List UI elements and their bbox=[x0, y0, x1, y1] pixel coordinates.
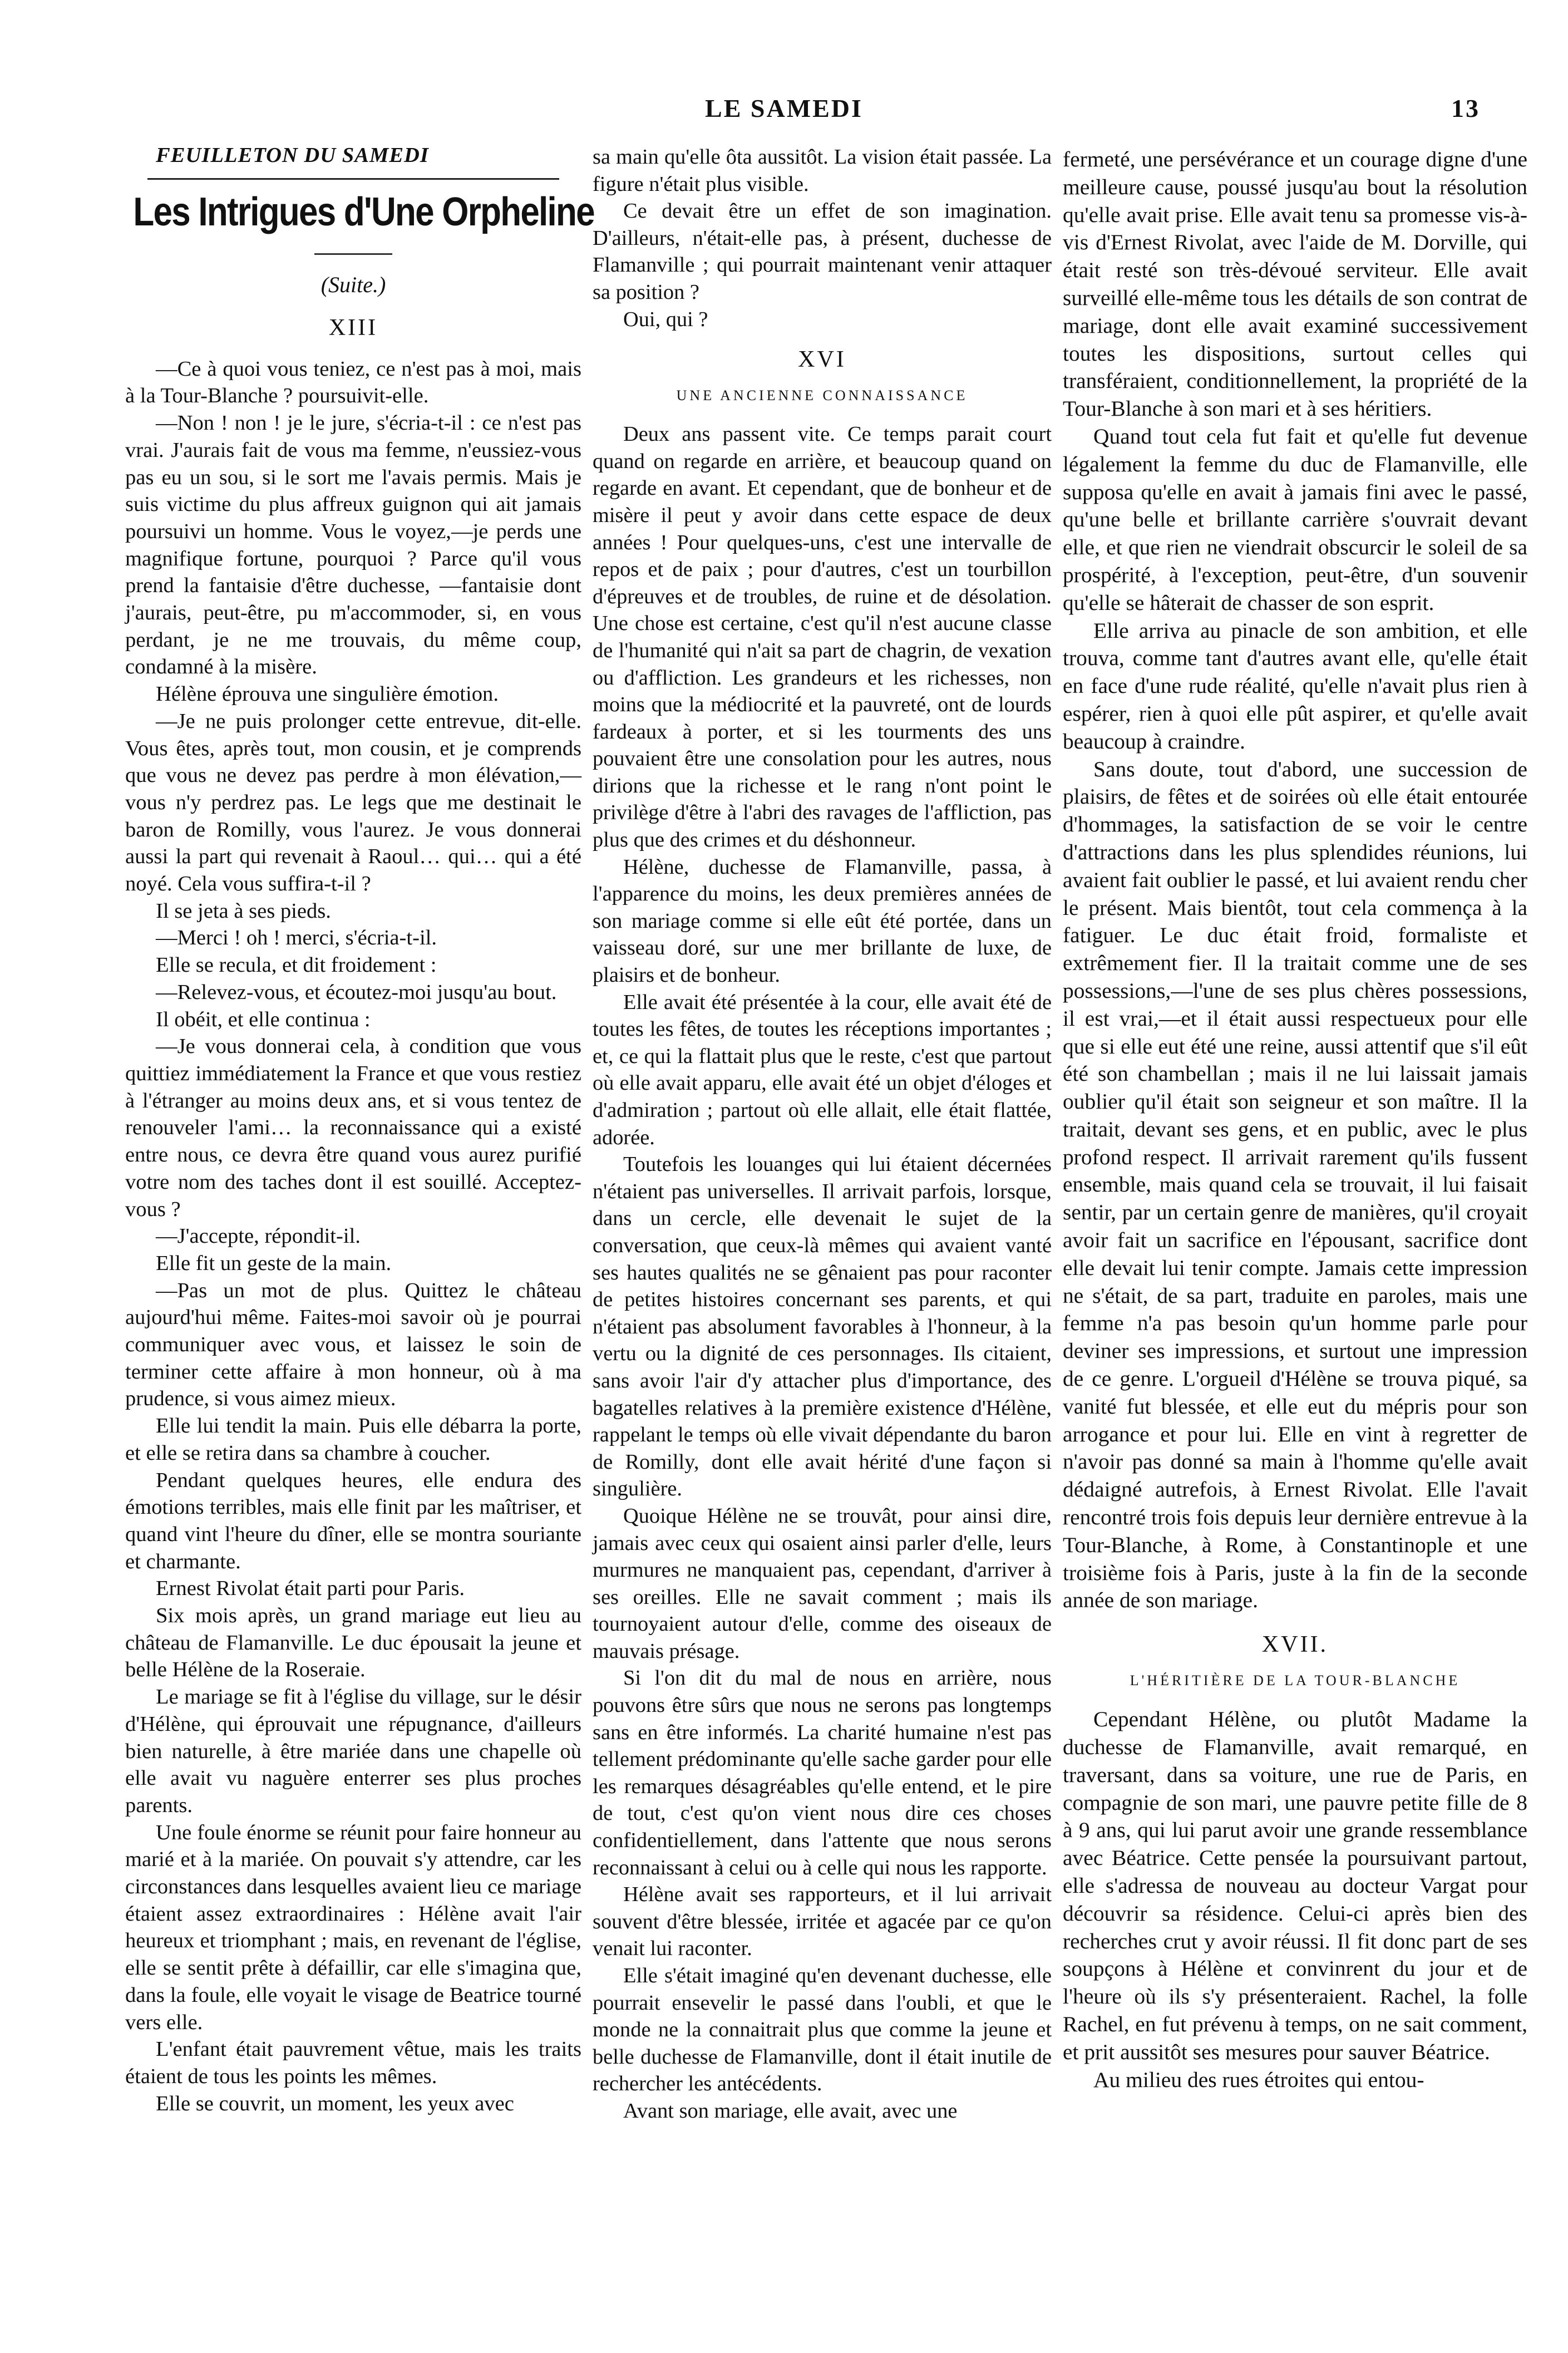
paragraph: Hélène, duchesse de Flamanville, passa, à l'apparence du moins, les deux premières années de son mariage comme si elle eût été portée, dans un vaisseau doré, sur une mer brillante de luxe, de plaisirs et de bonheur. bbox=[593, 855, 1052, 987]
paragraph: Elle lui tendit la main. Puis elle débarra la porte, et elle se retira dans sa chambre à coucher. bbox=[125, 1414, 581, 1465]
paragraph: Elle se couvrit, un moment, les yeux avec bbox=[156, 2091, 514, 2115]
paragraph: —Ce à quoi vous teniez, ce n'est pas à moi, mais à la Tour-Blanche ? poursuivit-elle. bbox=[125, 357, 581, 408]
paragraph: Elle arriva au pinacle de son ambition, et elle trouva, comme tant d'autres avant elle, qu'elle était en face d'une rude réalité, qu'elle n'avait plus rien à espérer, rien à quoi elle pût aspirer, et qu'elle avait beaucoup à craindre. bbox=[1063, 618, 1527, 754]
paragraph: Avant son mariage, elle avait, avec une bbox=[623, 2099, 958, 2123]
paragraph: Il obéit, et elle continua : bbox=[156, 1007, 371, 1031]
column-3 bbox=[1063, 146, 1527, 2094]
column-3-text bbox=[1063, 1706, 1527, 2094]
chapter-subtitle: UNE ANCIENNE CONNAISSANCE bbox=[676, 387, 968, 404]
paragraph: Deux ans passent vite. Ce temps parait court quand on regarde en arrière, et beaucoup quand on regarde en avant. Et cependant, que de bonheur et de misère il peut y avoir dans cette espace de deux années ! Pour quelques-uns, c'est une intervalle de repos et de paix ; pour d'autres, c'est un tourbillon d'épreuves et de troubles, de ruine et de désolation. Une chose est certaine, c'est qu'il n'est aucune classe de l'humanité qui n'ait sa part de chagrin, de vexation ou d'affliction. Les grandeurs et les richesses, non moins que la médiocrité et la pauvreté, ont de lourds fardeaux à porter, et si les tourments des uns pouvaient être une consolation pour les autres, nous dirions que la richesse et le rang n'ont point le privilège d'être à l'abri des ravages de l'affliction, pas plus que des crimes et du déshonneur. bbox=[593, 422, 1052, 852]
paragraph: Six mois après, un grand mariage eut lieu au château de Flamanville. Le duc épousait la jeune et belle Hélène de la Roseraie. bbox=[125, 1604, 581, 1682]
paragraph: Pendant quelques heures, elle endura des émotions terribles, mais elle finit par les maîtriser, et quand vint l'heure du dîner, elle se montra souriante et charmante. bbox=[125, 1468, 581, 1573]
chapter-subtitle: L'HÉRITIÈRE DE LA TOUR-BLANCHE bbox=[1130, 1672, 1461, 1689]
chapter-heading: XVI bbox=[798, 347, 846, 373]
paragraph: Le mariage se fit à l'église du village, sur le désir d'Hélène, qui éprouvait une répugnance, d'ailleurs bien naturelle, à être mariée dans une chapelle où elle avait vu naguère enterrer ses plus proches parents. bbox=[125, 1685, 581, 1817]
column-3-text-top bbox=[1063, 146, 1527, 1614]
paragraph: sa main qu'elle ôta aussitôt. La vision était passée. La figure n'était plus visible. bbox=[593, 145, 1052, 196]
paragraph: Elle avait été présentée à la cour, elle avait été de toutes les fêtes, de toutes les réceptions importantes ; et, ce qui la flattait plus que le reste, c'est que partout où elle avait apparu, elle avait été un objet d'éloges et d'admiration ; partout où elle allait, elle était flattée, adorée. bbox=[593, 990, 1052, 1149]
paragraph: Ernest Rivolat était parti pour Paris. bbox=[156, 1577, 465, 1601]
suite-label: (Suite.) bbox=[320, 272, 386, 297]
chapter-heading: XVII. bbox=[1261, 1632, 1329, 1658]
feuilleton-kicker: FEUILLETON DU SAMEDI bbox=[156, 144, 429, 167]
paragraph: Elle fit un geste de la main. bbox=[156, 1251, 392, 1275]
paragraph: Ce devait être un effet de son imagination. D'ailleurs, n'était-elle pas, à présent, duchesse de Flamanville ; qui pourrait maintenant venir attaquer sa position ? bbox=[593, 199, 1052, 304]
column-2 bbox=[593, 144, 1052, 2125]
paragraph: —Non ! non ! je le jure, s'écria-t-il : ce n'est pas vrai. J'aurais fait de vous ma femme, n'eussiez-vous pas eu un sou, si le sort me l'avais permis. Mais je suis victime du plus affreux guignon qui ait jamais poursuivi un homme. Vous le voyez,—je perds une magnifique fortune, pourquoi ? Parce qu'il vous prend la fantaisie d'être duchesse, —fantaisie dont j'aurais, peut-être, pu m'accommoder, si, en vous perdant, je ne me trouvais, du même coup, condamné à la misère. bbox=[125, 411, 581, 679]
paragraph: Quand tout cela fut fait et qu'elle fut devenue légalement la femme du duc de Flamanville, elle supposa qu'elle en avait à jamais fini avec le passé, qu'une belle et brillante carrière s'ouvrait devant elle, et que rien ne viendrait obscurcir le soleil de sa prospérité, à l'exception, peut-être, d'un souvenir qu'elle se hâterait de chasser de son esprit. bbox=[1063, 424, 1527, 615]
paragraph: Hélène éprouva une singulière émotion. bbox=[156, 682, 499, 706]
paragraph: Toutefois les louanges qui lui étaient décernées n'étaient pas universelles. Il arrivait parfois, lorsque, dans un cercle, elle devenait le sujet de la conversation, que ceux-là mêmes qui avaient vanté ses hautes qualités ne se gênaient pas pour raconter de petites histoires concernant ses parents, et qui n'étaient pas absolument favorables à l'honneur, à la vertu ou la dignité de ces personnages. Ils citaient, sans avoir l'air d'y attacher plus d'importance, des bagatelles relatives à la première existence d'Hélène, rappelant le temps où elle vivait dépendante du baron de Romilly, dont elle avait hérité d'une façon si singulière. bbox=[593, 1153, 1052, 1501]
paragraph: fermeté, une persévérance et un courage digne d'une meilleure cause, poussé jusqu'au bout la résolution qu'elle avait prise. Elle avait tenu sa promesse vis-à-vis d'Ernest Rivolat, avec l'aide de M. Dorville, qui était resté son très-dévoué serviteur. Elle avait surveillé elle-même tous les détails de son contrat de mariage, dont elle avait examiné successivement toutes les dispositions, surtout celles qui transféraient, conditionnellement, la propriété de la Tour-Blanche à son mari et à ses héritiers. bbox=[1063, 147, 1527, 421]
paragraph: Oui, qui ? bbox=[623, 307, 708, 331]
paragraph: Sans doute, tout d'abord, une succession de plaisirs, de fêtes et de soirées où elle était entourée d'hommages, la satisfaction de se voir le centre d'attractions dans les plus splendides réunions, lui avaient fait oublier le passé, et lui avaient rendu cher le présent. Mais bientôt, tout cela commença à la fatiguer. Le duc était froid, formaliste et extrêmement fier. Il la traitait comme une de ses possessions,—l'une de ses plus chères possessions, il est vrai,—et il était aussi respectueux pour elle que si elle eut été une reine, aussi attentif que s'il eût été son chambellan ; mais il ne lui laissait jamais oublier qu'il était son seigneur et son maître. Il la traitait, devant ses gens, et en public, avec le plus profond respect. Il arrivait rarement qu'ils fussent ensemble, mais quand cela se trouvait, il lui faisait sentir, par un certain genre de manières, qu'il croyait avoir fait un sacrifice en l'épousant, sacrifice dont elle devait lui tenir compte. Jamais cette impression ne s'était, de sa part, traduite en paroles, mais une femme n'a pas besoin qu'un homme parle pour deviner ses impressions, et surtout une impression de ce genre. L'orgueil d'Hélène se trouva piqué, sa vanité fut blessée, et elle eut du mépris pour son arrogance et pour lui. Elle en vint à regretter de n'avoir pas donné sa main à l'homme qu'elle avait dédaigné autrefois, à Ernest Rivolat. Elle l'avait rencontré trois fois depuis leur dernière entrevue à la Tour-Blanche, à Rome, à Constantinople et une troisième fois à Paris, juste à la fin de la seconde année de son mariage. bbox=[1063, 756, 1527, 1613]
kicker-rule bbox=[147, 178, 559, 180]
column-2-text bbox=[593, 421, 1052, 2124]
story-title: Les Intrigues d'Une Orpheline bbox=[133, 189, 594, 234]
column-2-text-top bbox=[593, 144, 1052, 333]
page-number: 13 bbox=[1451, 94, 1480, 122]
paragraph: Une foule énorme se réunit pour faire honneur au marié et à la mariée. On pouvait s'y attendre, car les circonstances dans lesquelles avaient lieu ce mariage étaient assez extraordinaires : Hélène avait l'air heureux et triomphant ; mais, en revenant de l'église, elle se sentit prête à défaillir, car elle s'imagina que, dans la foule, elle voyait le visage de Beatrice tourné vers elle. bbox=[125, 1820, 581, 2034]
title-rule bbox=[314, 253, 392, 255]
paragraph: L'enfant était pauvrement vêtue, mais les traits étaient de tous les points les mêmes. bbox=[125, 2037, 581, 2088]
chapter-heading: XIII bbox=[328, 314, 378, 341]
paragraph: —Je vous donnerai cela, à condition que vous quittiez immédiatement la France et que vous restiez à l'étranger au moins deux ans, et si vous tentez de renouveler l'ami… la reconnaissance qui a existé entre nous, ce devra être quand vous aurez purifié votre nom des taches dont il est souillé. Acceptez-vous ? bbox=[125, 1035, 581, 1221]
paragraph: Elle s'était imaginé qu'en devenant duchesse, elle pourrait ensevelir le passé dans l'oubli, et que le monde ne la connaitrait plus que comme la jeune et belle duchesse de Flamanville, dont il était inutile de rechercher les antécédents. bbox=[593, 1964, 1052, 2096]
paragraph: —J'accepte, répondit-il. bbox=[156, 1224, 361, 1248]
paragraph: —Merci ! oh ! merci, s'écria-t-il. bbox=[156, 926, 437, 950]
paragraph: Elle se recula, et dit froidement : bbox=[156, 953, 437, 977]
paragraph: Si l'on dit du mal de nous en arrière, nous pouvons être sûrs que nous ne serons pas longtemps sans en être informés. La charité humaine n'est pas tellement prédominante qu'elle sache garder pour elle les remarques désagréables qu'elle entend, et le pire de tout, c'est qu'on vient nous dire ces choses confidentiellement, dans l'attente que nous serons reconnaissant à celui ou à celle qui nous les rapporte. bbox=[593, 1666, 1052, 1879]
paragraph: —Pas un mot de plus. Quittez le château aujourd'hui même. Faites-moi savoir où je pourrai communiquer avec vous, et laissez le soin de terminer cette affaire à mon honneur, où à ma prudence, si vous aimez mieux. bbox=[125, 1278, 581, 1411]
column-1 bbox=[125, 142, 594, 2117]
paragraph: Au milieu des rues étroites qui entou- bbox=[1093, 2067, 1424, 2092]
paragraph: Cependant Hélène, ou plutôt Madame la duchesse de Flamanville, avait remarqué, en traversant, dans sa voiture, une rue de Paris, en compagnie de son mari, une pauvre petite fille de 8 à 9 ans, qui lui parut avoir une grande ressemblance avec Béatrice. Cette pensée la poursuivant partout, elle s'adressa de nouveau au docteur Vargat pour découvrir sa résidence. Celui-ci après bien des recherches crut y avoir réussi. Il fit donc part de ses soupçons à Hélène et convinrent du jour et de l'heure où ils s'y présenteraient. Rachel, la folle Rachel, en fut prévenu à temps, on ne sait comment, et prit aussitôt ses mesures pour sauver Béatrice. bbox=[1063, 1707, 1527, 2064]
paragraph: Quoique Hélène ne se trouvât, pour ainsi dire, jamais avec ceux qui osaient ainsi parler d'elle, leurs murmures ne manquaient pas, cependant, d'arriver à ses oreilles. Elle ne savait comment ; mais ils tournoyaient autour d'elle, comme des oiseaux de mauvais présage. bbox=[593, 1504, 1052, 1663]
column-1-text bbox=[125, 356, 581, 2118]
paragraph: —Je ne puis prolonger cette entrevue, dit-elle. Vous êtes, après tout, mon cousin, et je comprends que vous ne devez pas perdre à mon élévation,—vous n'y perdrez pas. Le legs que me destinait le baron de Romilly, vous l'aurez. Je vous donnerai aussi la part qui revenait à Raoul… qui… qui a été noyé. Cela vous suffira-t-il ? bbox=[125, 709, 581, 896]
paragraph: —Relevez-vous, et écoutez-moi jusqu'au bout. bbox=[156, 980, 557, 1004]
paragraph: Hélène avait ses rapporteurs, et il lui arrivait souvent d'être blessée, irritée et agacée par ce qu'on venait lui raconter. bbox=[593, 1883, 1052, 1961]
journal-title: LE SAMEDI bbox=[705, 94, 863, 122]
paragraph: Il se jeta à ses pieds. bbox=[156, 899, 331, 923]
